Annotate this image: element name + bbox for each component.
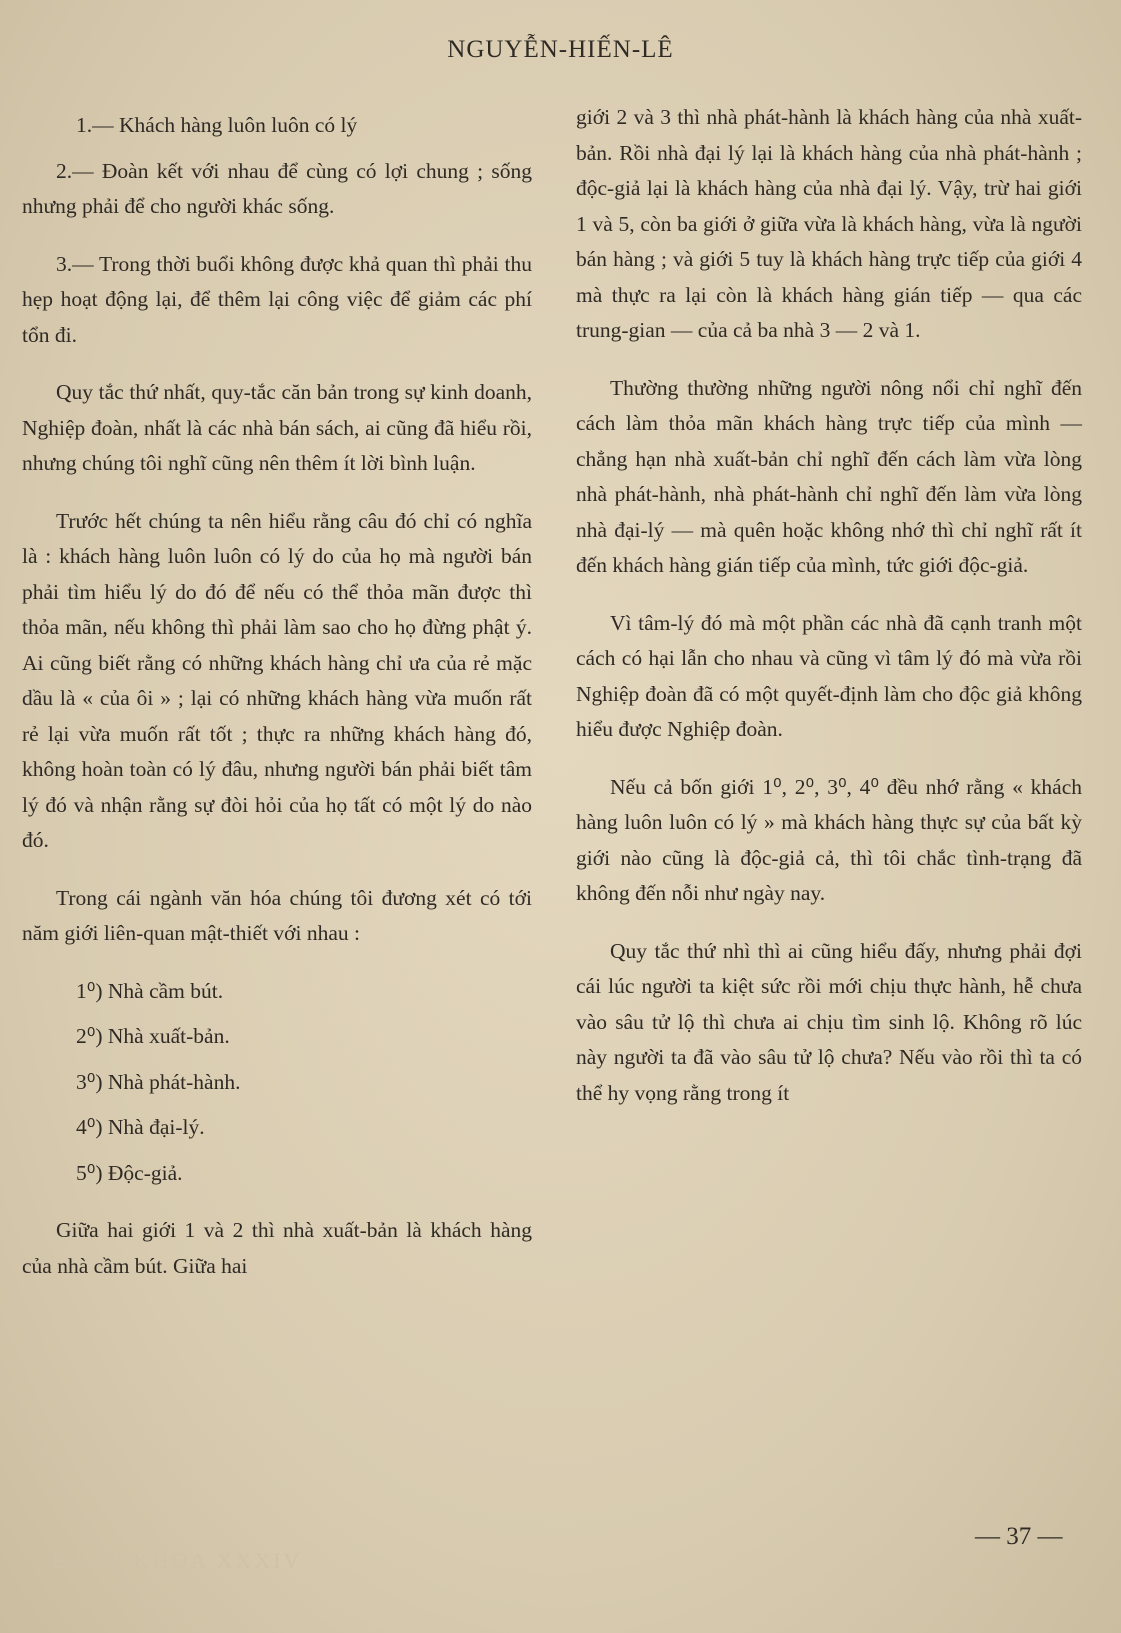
- list-item: 1⁰) Nhà cầm bút.: [76, 978, 224, 1003]
- paragraph: Quy tắc thứ nhất, quy-tắc căn bản trong sự kinh doanh, Nghiệp đoàn, nhất là các nhà bán sách, ai cũng đã hiểu rồi, nhưng chúng tôi nghĩ cũng nên thêm ít lời bình luận.: [22, 380, 532, 475]
- paragraph: Nếu cả bốn giới 1⁰, 2⁰, 3⁰, 4⁰ đều nhớ rằng « khách hàng luôn luôn có lý » mà khách hàng thực sự của bất kỳ giới nào cũng là độc-giả cả, thì tôi chắc tình-trạng đã không đến nỗi như ngày nay.: [576, 774, 1082, 905]
- paragraph: 3.— Trong thời buổi không được khả quan thì phải thu hẹp hoạt động lại, để thêm lại công việc để giảm các phí tổn đi.: [22, 251, 532, 347]
- paragraph: Trong cái ngành văn hóa chúng tôi đương xét có tới năm giới liên-quan mật-thiết với nhau :: [22, 885, 532, 945]
- paragraph: Trước hết chúng ta nên hiểu rằng câu đó chỉ có nghĩa là : khách hàng luôn luôn có lý do của họ mà người bán phải tìm hiểu lý do đó để nếu có thể thỏa mãn được thì thỏa mãn, nếu không thì phải làm sao cho họ đừng phật ý. Ai cũng biết rằng có những khách hàng chỉ ưa của rẻ mặc dầu là « của ôi » ; lại có những khách hàng vừa muốn rất rẻ lại vừa muốn rất tốt ; thực ra những khách hàng đó, không hoàn toàn có lý đâu, nhưng người bán phải biết tâm lý đó và nhận rằng sự đòi hỏi của họ tất có một lý do nào đó.: [22, 508, 532, 852]
- paragraph: giới 2 và 3 thì nhà phát-hành là khách hàng của nhà xuất-bản. Rồi nhà đại lý lại là khách hàng của nhà phát-hành ; độc-giả lại là khách hàng của nhà đại lý. Vậy, trừ hai giới 1 và 5, còn ba giới ở giữa vừa là khách hàng, vừa là người bán hàng ; và giới 5 tuy là khách hàng trực tiếp của giới 4 mà thực ra lại còn là khách hàng gián tiếp — qua các trung-gian — của cả ba nhà 3 — 2 và 1.: [576, 105, 1082, 342]
- right-column: [576, 100, 1082, 1133]
- footer-mark: BÁCH KHOA XXXIV: [52, 1548, 303, 1573]
- list-item: 3⁰) Nhà phát-hành.: [76, 1069, 241, 1094]
- left-column: [22, 108, 532, 1306]
- paragraph: Thường thường những người nông nổi chỉ nghĩ đến cách làm thỏa mãn khách hàng trực tiếp của mình — chẳng hạn nhà xuất-bản chỉ nghĩ đến cách làm vừa lòng nhà phát-hành, nhà phát-hành chỉ nghĩ đến làm vừa lòng nhà đại-lý — mà quên hoặc không nhớ thì chỉ nghĩ rất ít đến khách hàng gián tiếp của mình, tức giới độc-giả.: [576, 375, 1082, 577]
- paragraph: Quy tắc thứ nhì thì ai cũng hiểu đấy, nhưng phải đợi cái lúc người ta kiệt sức rồi mới chịu thực hành, hễ chưa vào sâu tử lộ thì chưa ai chịu tìm sinh lộ. Không rõ lúc này người ta đã vào sâu tử lộ chưa? Nếu vào rồi thì ta có thể hy vọng rằng trong ít: [576, 938, 1082, 1105]
- list-item: 1.— Khách hàng luôn luôn có lý: [76, 113, 358, 137]
- list-item: 2⁰) Nhà xuất-bản.: [76, 1024, 230, 1048]
- list-item: 4⁰) Nhà đại-lý.: [76, 1115, 205, 1139]
- paragraph: 2.— Đoàn kết với nhau để cùng có lợi chung ; sống nhưng phải để cho người khác sống.: [22, 158, 532, 218]
- paragraph: Giữa hai giới 1 và 2 thì nhà xuất-bản là khách hàng của nhà cầm bút. Giữa hai: [22, 1218, 532, 1278]
- list-item: 5⁰) Độc-giả.: [76, 1160, 183, 1185]
- page-number: — 37 —: [975, 1523, 1063, 1550]
- running-header: NGUYỄN-HIẾN-LÊ: [447, 36, 674, 63]
- paragraph: Vì tâm-lý đó mà một phần các nhà đã cạnh tranh một cách có hại lẫn cho nhau và cũng vì tâm lý đó mà vừa rồi Nghiệp đoàn đã có một quyết-định làm cho độc giả không hiểu được Nghiệp đoàn.: [576, 610, 1082, 741]
